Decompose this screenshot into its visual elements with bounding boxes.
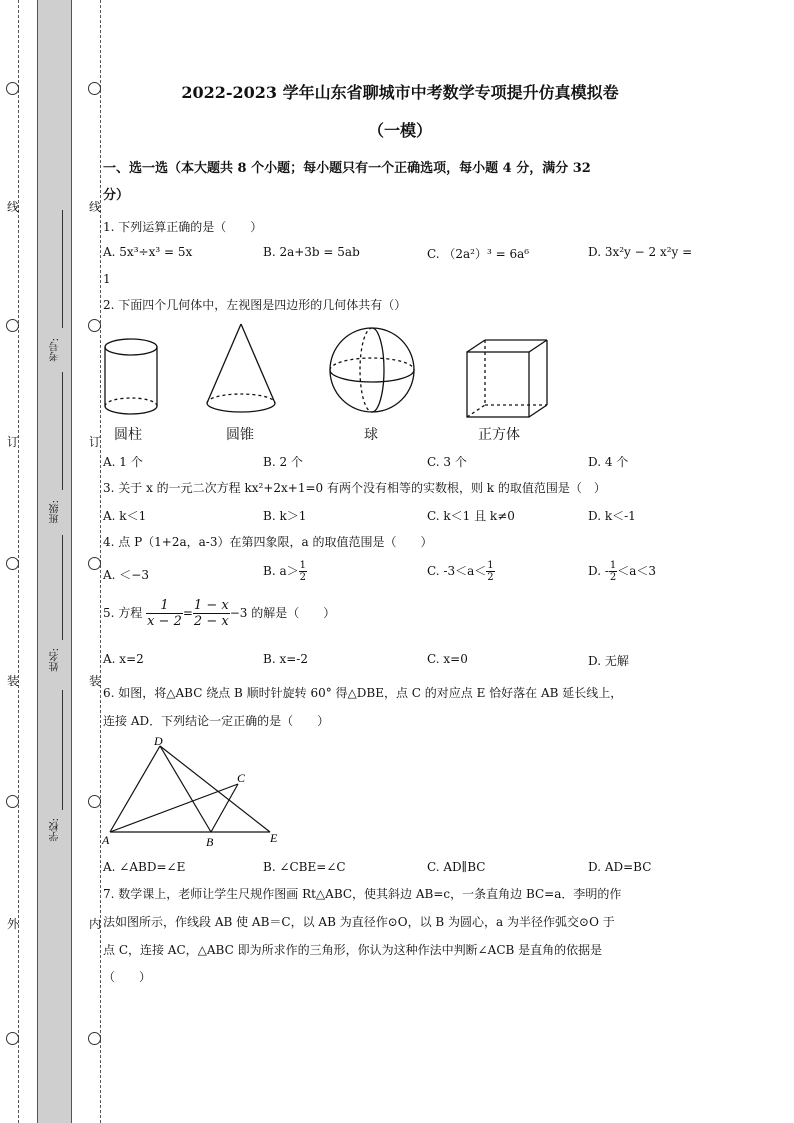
q2-stem: 2. 下面四个几何体中，左视图是四边形的几何体共有（） — [103, 298, 407, 312]
page-subtitle: （一模） — [367, 121, 432, 140]
side-mark: 外 — [7, 917, 20, 931]
q4-option-d[interactable]: D. - $\frac{1}{2}$ ＜a＜3 — [588, 560, 657, 583]
side-mark: 订 — [7, 435, 20, 449]
binding-hole — [6, 795, 19, 808]
q6-geometry-figure — [100, 732, 285, 852]
exam-number-line[interactable] — [62, 210, 63, 328]
half-fraction: $\frac{1}{2}$ — [299, 560, 306, 583]
side-mark: 装 — [7, 674, 20, 688]
q6-option-b[interactable]: B. ∠CBE=∠C — [263, 860, 346, 874]
q6-option-d[interactable]: D. AD=BC — [588, 860, 652, 874]
q7-stem-line2: 法如图所示，作线段 AB 使 AB＝C，以 AB 为直径作⊙O，以 B 为圆心，a 为半径作弧交⊙O 于 — [103, 915, 615, 929]
q2-solids-figure — [100, 320, 560, 420]
q3-option-d[interactable]: D. k＜-1 — [588, 509, 636, 523]
half-fraction: $\frac{1}{2}$ — [609, 560, 617, 583]
binding-hole — [6, 557, 19, 570]
sphere-caption: 球 — [364, 427, 378, 443]
q5-stem: 5. 方程 $\frac{1}{x - 2}$ = $\frac{1 - x}{2 - x}$ −3 的解是（ ） — [103, 598, 336, 629]
cone-caption: 圆锥 — [226, 427, 254, 443]
q4-option-a[interactable]: A. ＜−3 — [103, 568, 149, 582]
q2-option-c[interactable]: C. 3 个 — [427, 455, 467, 469]
binding-hole — [6, 1032, 19, 1045]
q3-option-a[interactable]: A. k＜1 — [103, 509, 147, 523]
gray-binding-strip — [37, 0, 72, 1123]
cylinder-figure — [105, 339, 157, 414]
inner-mark: 内 — [89, 917, 102, 931]
cylinder-caption: 圆柱 — [114, 427, 142, 443]
point-label-a: A — [102, 833, 110, 847]
q3-option-b[interactable]: B. k＞1 — [263, 509, 307, 523]
q7-stem-line4: （ ） — [103, 970, 152, 984]
q2-option-b[interactable]: B. 2 个 — [263, 455, 303, 469]
q2-option-d[interactable]: D. 4 个 — [588, 455, 629, 469]
q4-option-b[interactable]: B. a＞ $\frac{1}{2}$ — [263, 560, 306, 583]
q6-stem-cont: 连接 AD．下列结论一定正确的是（ ） — [103, 714, 330, 728]
inner-mark: 订 — [89, 435, 102, 449]
q1-option-d-cont: 1 — [103, 272, 111, 286]
point-label-e: E — [270, 831, 278, 845]
q3-option-c[interactable]: C. k＜1 且 k≠0 — [427, 509, 515, 523]
q1-stem: 1. 下列运算正确的是（ ） — [103, 220, 263, 234]
school-label: 学校: — [50, 818, 61, 842]
inner-mark: 线 — [89, 200, 102, 214]
inner-mark: 装 — [89, 674, 102, 688]
section-header-cont: 分） — [103, 188, 130, 203]
binding-hole — [88, 1032, 101, 1045]
name-line[interactable] — [62, 535, 63, 640]
q6-stem: 6. 如图，将△ABC 绕点 B 顺时针旋转 60° 得△DBE，点 C 的对应点 E 恰好落在 AB 延长线上， — [103, 686, 623, 700]
binding-hole — [88, 557, 101, 570]
cone-figure — [207, 324, 275, 412]
binding-hole — [6, 82, 19, 95]
q3-stem: 3. 关于 x 的一元二次方程 kx²+2x+1=0 有两个没有相等的实数根，则 k 的取值范围是（ ） — [103, 481, 606, 495]
side-mark: 线 — [7, 200, 20, 214]
q5-fraction-right: $\frac{1 - x}{2 - x}$ — [193, 598, 229, 629]
half-fraction: $\frac{1}{2}$ — [487, 560, 494, 583]
exam-number-label: 考号: — [50, 338, 61, 362]
q6-option-a[interactable]: A. ∠ABD=∠E — [103, 860, 186, 874]
q5-option-d[interactable]: D. 无解 — [588, 654, 629, 668]
q1-option-b[interactable]: B. 2a+3b = 5ab — [263, 245, 360, 259]
cube-caption: 正方体 — [478, 427, 520, 443]
q1-option-c[interactable]: C. （2a²）³ = 6a⁶ — [427, 247, 530, 261]
q7-stem-line3: 点 C，连接 AC，△ABC 即为所求作的三角形，你认为这种作法中判断∠ACB 是直角的依据是 — [103, 943, 603, 957]
point-label-c: C — [237, 771, 246, 785]
q5-option-c[interactable]: C. x=0 — [427, 652, 468, 666]
cube-figure — [467, 340, 547, 417]
section-header: 一、选一选（本大题共 8 个小题；每小题只有一个正确选项，每小题 4 分，满分 32 — [103, 161, 591, 176]
q6-option-c[interactable]: C. AD∥BC — [427, 860, 486, 874]
q7-stem-line1: 7. 数学课上，老师让学生尺规作图画 Rt△ABC，使其斜边 AB=c，一条直角边 BC=a．李明的作 — [103, 887, 622, 901]
sphere-figure — [330, 328, 414, 412]
q5-option-b[interactable]: B. x=-2 — [263, 652, 308, 666]
page-title: 2022-2023 学年山东省聊城市中考数学专项提升仿真模拟卷 — [181, 83, 619, 102]
binding-hole — [6, 319, 19, 332]
class-label: 班级: — [50, 500, 61, 524]
q5-option-a[interactable]: A. x=2 — [103, 652, 144, 666]
q1-option-d[interactable]: D. 3x²y − 2 x²y = — [588, 245, 693, 259]
q4-stem: 4. 点 P（1+2a，a-3）在第四象限，a 的取值范围是（ ） — [103, 535, 433, 549]
school-line[interactable] — [62, 690, 63, 810]
name-label: 姓名: — [50, 648, 61, 672]
point-label-b: B — [206, 835, 214, 849]
point-label-d: D — [154, 734, 163, 748]
q2-option-a[interactable]: A. 1 个 — [103, 455, 143, 469]
q4-option-c[interactable]: C. -3＜a＜ $\frac{1}{2}$ — [427, 560, 494, 583]
q1-option-a[interactable]: A. 5x³÷x³ = 5x — [103, 245, 193, 259]
q5-fraction-left: $\frac{1}{x - 2}$ — [147, 598, 182, 629]
class-line[interactable] — [62, 372, 63, 490]
